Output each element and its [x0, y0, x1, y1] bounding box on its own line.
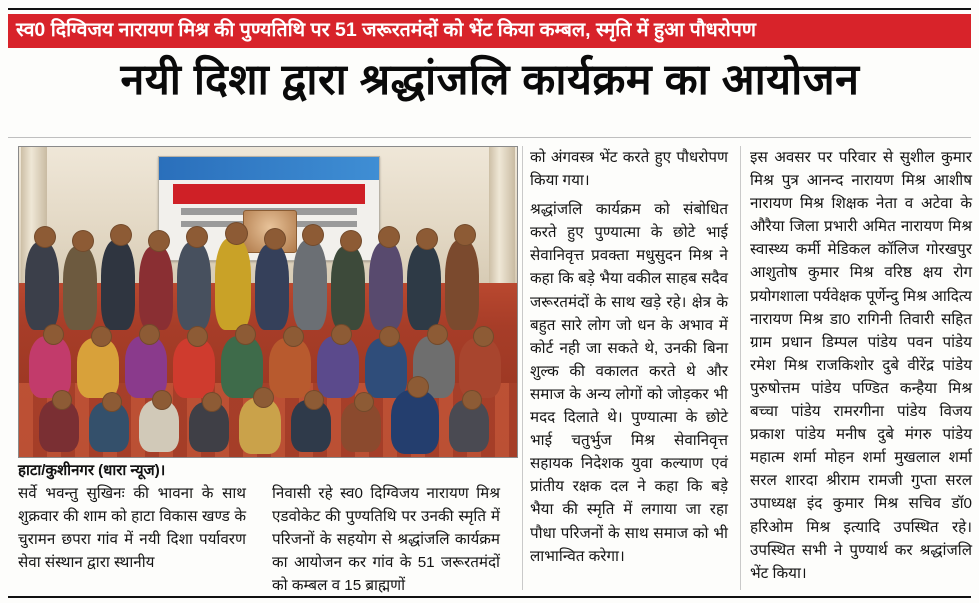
photo-person [255, 244, 289, 330]
bottom-rule [8, 596, 971, 598]
photo-person-head [454, 224, 476, 246]
photo-person-head [462, 390, 482, 410]
photo-person [369, 242, 403, 330]
photo-person [173, 338, 215, 398]
photo-person-head [378, 226, 400, 248]
photo-person [293, 240, 327, 330]
paragraph: सर्वे भवन्तु सुखिनः की भावना के साथ शुक्रवार की शाम को हाटा विकास खण्ड के चुरामन छपरा गांव में नयी दिशा पर्यावरण सेवा संस्थान द्वारा स्थानीय [18, 485, 246, 572]
photo-person-head [473, 326, 494, 347]
photo-person-head [102, 392, 122, 412]
photo-person [101, 240, 135, 330]
paragraph: निवासी रहे स्व0 दिग्विजय नारायण मिश्र एडवोकेट की पुण्यतिथि पर उनकी स्मृति में परिजनों के सहयोग से श्रद्धांजलि कार्यक्रम का आयोजन कर गांव के 51 जरूरतमंदों को कम्बल व 15 ब्राह्मणों [272, 485, 500, 595]
dateline: हाटा/कुशीनगर (धारा न्यूज)। [18, 462, 166, 479]
photo-person [25, 242, 59, 330]
photo-crowd [19, 240, 517, 457]
photo-person [215, 238, 251, 330]
photo-person-head [354, 392, 374, 412]
column-divider-1 [522, 146, 523, 590]
photo-person [445, 240, 479, 330]
banner-header-band [159, 157, 378, 180]
paragraph: को अंगवस्त्र भेंट करते हुए पौधरोपण किया गया। [530, 149, 728, 190]
photo-person [365, 338, 407, 398]
photo-person-head [379, 326, 400, 347]
photo-person [63, 246, 97, 330]
photo-person [139, 246, 173, 330]
photo-person-head [302, 224, 324, 246]
photo-person-head [110, 224, 132, 246]
photo-person-head [427, 324, 448, 345]
photo-person-head [283, 326, 304, 347]
photo-person-head [52, 390, 72, 410]
photo-person-head [331, 324, 352, 345]
paragraph: इस अवसर पर परिवार से सुशील कुमार मिश्र पुत्र आनन्द नारायण मिश्र आशीष नारायण मिश्र शिक्षक नेता व अटेवा के औरैया जिला प्रभारी अमित नारायण मिश्र स्वास्थ्य कर्मी मेडिकल कॉलिज गोरखपुर आशुतोष कुमार मिश्र वरिष्ठ क्षय रोग प्रयोगशाला पर्यवेक्षक पूर्णेन्दु मिश्र आदित्य नारायण मिश्र डा0 रागिनी तिवारी सहित ग्राम प्रधान डिम्पल पांडेय पवन पांडेय रमेश मिश्र राजकिशोर दुबे वीरेंद्र पांडेय पुरुषोत्तम पांडेय पण्डित कन्हैया मिश्र बच्चा पांडेय रामरगीना पांडेय विजय प्रकाश पांडेय मनीष दुबे मंगरु पांडेय महात्म शर्मा मोहन शर्मा मुखलाल शर्मा सरल शारदा श्रीराम रामजी गुप्ता सरल उपाध्यक्ष इंद कुमार मिश्र सचिव डॉ0 हरिओम मिश्र इत्यादि उपस्थित रहे। उपस्थित सभी ने पुण्यार्थ कर श्रद्धांजलि भेंट किया। [750, 149, 972, 582]
photo-person [77, 338, 119, 398]
photo-person [407, 244, 441, 330]
article-column-4 [750, 146, 972, 591]
photo-person-head [186, 226, 208, 248]
photo-person-head [202, 392, 222, 412]
photo-person-head [43, 324, 64, 345]
article-column-2 [272, 482, 500, 603]
photo-person-head [340, 230, 362, 252]
photo-person-head [148, 230, 170, 252]
photo-person-head [34, 226, 56, 248]
photo-person [125, 336, 167, 398]
photo-person-head [72, 230, 94, 252]
page-title: नयी दिशा द्वारा श्रद्धांजलि कार्यक्रम का आयोजन [120, 56, 860, 104]
photo-person [269, 338, 311, 398]
photo-person-head [139, 324, 160, 345]
kicker-bar [8, 14, 971, 48]
top-rule [8, 8, 971, 10]
photo-person [331, 246, 365, 330]
photo-person-head [304, 390, 324, 410]
photo-person [29, 336, 71, 398]
photo-person-head [264, 228, 286, 250]
article-photo [18, 146, 518, 458]
column-divider-2 [740, 146, 741, 590]
photo-person [177, 242, 211, 330]
photo-person-head [253, 387, 274, 408]
photo-person-head [91, 326, 112, 347]
photo-person [391, 390, 439, 454]
paragraph: श्रद्धांजलि कार्यक्रम को संबोधित करते हुए पुण्यात्मा के छोटे भाई सेवानिवृत्त प्रवक्ता मधुसुदन मिश्र ने कहा कि बड़े भैया वकील साहब सदैव जरूरतमंदों के साथ खड़े रहे। क्षेत्र के बहुत सारे लोग जो धन के अभाव में कोर्ट नही जा सकते थे, उनकी बिना शुल्क की वकालत करते थे और समाज के अन्य लोगों को जोड़कर भी मदद दिलाते थे। पुण्यात्मा के छोटे भाई चतुर्भुज मिश्र सेवानिवृत्त सहायक निदेशक युवा कल्याण एवं प्रांतीय रक्षक दल ने कहा कि बड़े भैया की स्मृति में लगाया जा रहा पौधा परिजनों के साथ समाज को भी लाभान्वित करेगा। [530, 201, 728, 565]
headline-rule [8, 137, 971, 138]
kicker-text: स्व0 दिग्विजय नारायण मिश्र की पुण्यतिथि पर 51 जरूरतमंदों को भेंट किया कम्बल, स्मृति में हुआ पौधरोपण [16, 19, 756, 42]
photo-person-head [225, 222, 248, 245]
banner-title-band [173, 184, 366, 204]
article-column-1 [18, 482, 246, 580]
photo-person [459, 338, 501, 398]
article-column-3 [530, 146, 728, 574]
photo-person-head [152, 390, 172, 410]
photo-person [317, 336, 359, 398]
article-body [10, 144, 972, 595]
photo-person-head [407, 376, 429, 398]
photo-person-head [235, 324, 256, 345]
photo-person-head [187, 326, 208, 347]
photo-person-head [416, 228, 438, 250]
